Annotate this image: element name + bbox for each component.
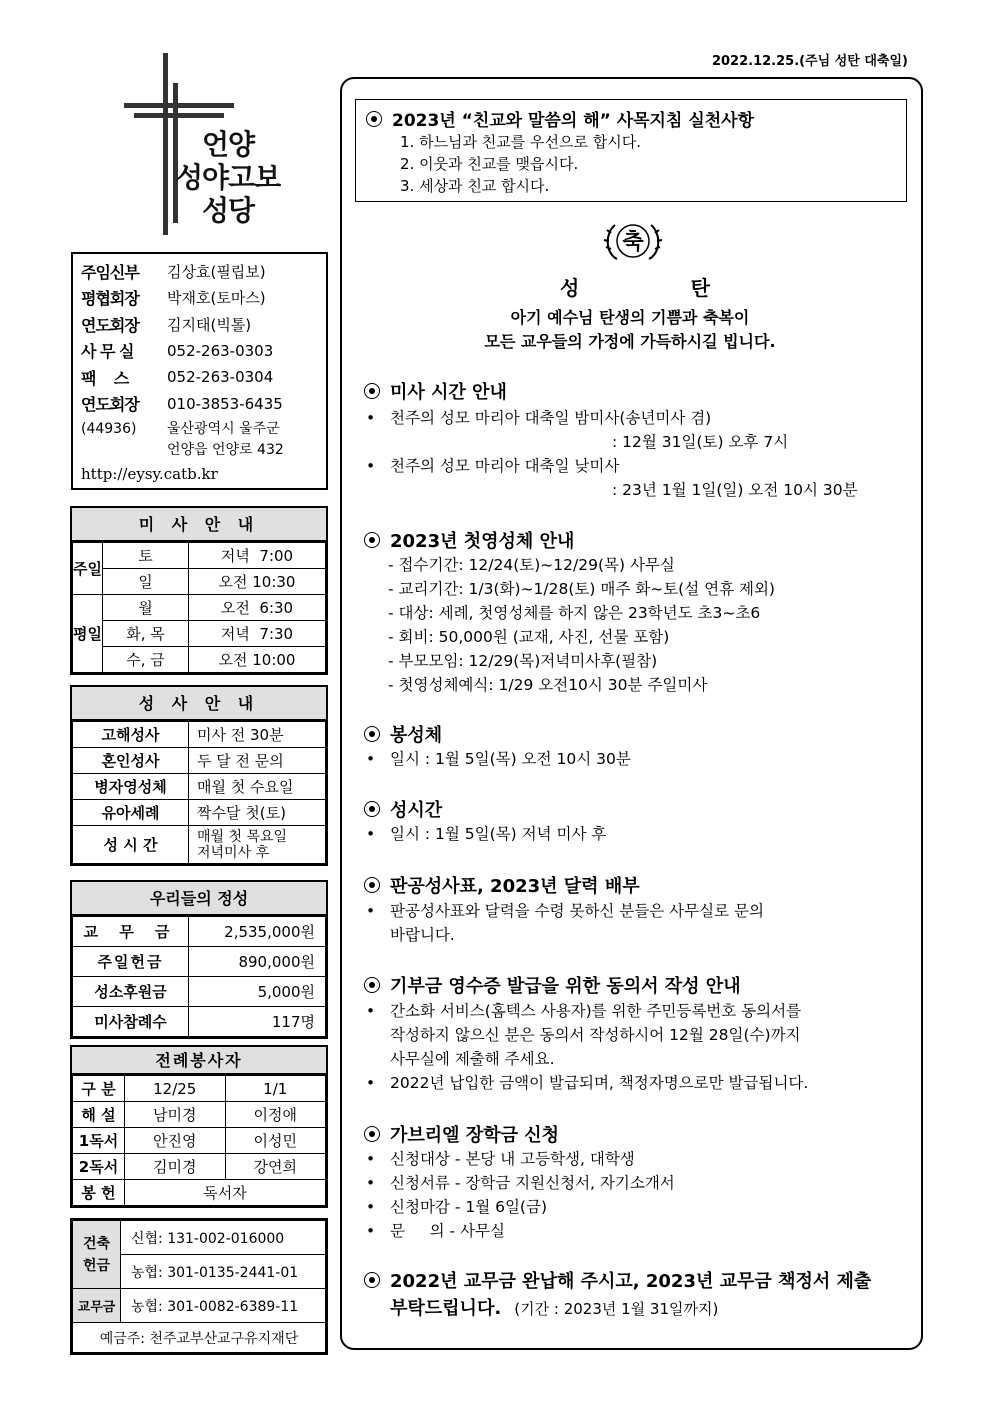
bank-account: 농협: 301-0135-2441-01	[121, 1255, 326, 1289]
server-name: 안진영	[125, 1128, 226, 1154]
info-value: 박재호(토마스)	[167, 289, 266, 308]
section-mass-time	[364, 378, 507, 404]
servers-header-label: 구 분	[73, 1076, 125, 1102]
communion-sick-list: • 일시 : 1월 5일(목) 오전 10시 30분	[366, 747, 631, 771]
info-value: 052-263-0303	[167, 341, 274, 360]
donation-list: • 간소화 서비스(홈텍스 사용자)를 위한 주민등록번호 동의서를 작성하지 않으신 분은 동의서 작성하시어 12월 28일(수)까지 사무실에 제출해 주세요. • 2022년 납입한 금액이 발급되며, 책정자명으로만 발급됩니다.	[366, 999, 808, 1095]
bank-accounts-table	[70, 1218, 328, 1355]
tithe-label: 교무금	[73, 1289, 121, 1323]
section-first-communion	[364, 527, 574, 553]
list-item: : 23년 1월 1일(일) 오전 10시 30분	[612, 481, 858, 499]
section-title: 기부금 영수증 발급을 위한 동의서 작성 안내	[390, 976, 741, 997]
offerings-title: 우리들의 정성	[72, 882, 326, 916]
info-label: 연도회장	[81, 315, 139, 335]
christmas-greeting	[380, 306, 880, 354]
building-fund-label: 건축헌금	[73, 1221, 121, 1289]
info-row	[81, 338, 318, 365]
list-item: 간소화 서비스(홈텍스 사용자)를 위한 주민등록번호 동의서를	[390, 1002, 802, 1020]
tithe-continued	[390, 1294, 718, 1320]
table-row	[73, 1221, 326, 1255]
address-line-2: 언양읍 언양로 432	[167, 442, 284, 458]
mass-time: 오전 10:00	[189, 647, 326, 673]
info-value: 052-263-0304	[167, 368, 274, 387]
emblem-text: 축	[622, 230, 644, 255]
calendar-list: • 판공성사표와 달력을 수령 못하신 분들은 사무실로 문의 바랍니다.	[366, 899, 764, 947]
info-label: 주임신부	[81, 262, 139, 282]
info-row	[81, 311, 318, 338]
list-item: : 12월 31일(토) 오후 7시	[612, 433, 789, 451]
parish-info-box	[71, 252, 328, 490]
table-row	[73, 722, 326, 748]
bullet-circle-icon	[366, 111, 382, 127]
server-name: 강연희	[225, 1154, 326, 1180]
section-tithe	[364, 1267, 871, 1293]
info-row	[81, 285, 318, 312]
sunday-label: 주일	[73, 543, 103, 595]
table-row	[73, 826, 326, 864]
christmas-title	[560, 272, 710, 301]
section-title: 가브리엘 장학금 신청	[390, 1125, 560, 1146]
info-row	[81, 391, 318, 418]
table-row	[73, 947, 326, 977]
scholarship-list: • 신청대상 - 본당 내 고등학생, 대학생 • 신청서류 - 장학금 지원신청서, 자기소개서 • 신청마감 - 1월 6일(금) • 문 의 - 사무실	[366, 1147, 675, 1243]
mass-time: 오전 10:30	[189, 569, 326, 595]
info-label: 연도회장	[81, 395, 139, 415]
section-communion-sick	[364, 721, 442, 747]
sacrament-name: 혼인성사	[73, 748, 189, 774]
table-row	[73, 774, 326, 800]
list-item-continued: 바랍니다.	[390, 926, 455, 944]
mass-day: 일	[103, 569, 189, 595]
mass-day: 화, 목	[103, 621, 189, 647]
mass-schedule-table	[70, 506, 328, 675]
info-value: 010-3853-6435	[167, 394, 283, 413]
section-title: 성시간	[390, 800, 443, 821]
pastoral-guide-box	[355, 99, 907, 202]
mass-time-list: • 천주의 성모 마리아 대축일 밤미사(송년미사 겸) : 12월 31일(토) 오후 7시 • 천주의 성모 마리아 대축일 낮미사 : 23년 1월 1일(일) 오전 10시 30분	[366, 406, 858, 502]
mass-day: 월	[103, 595, 189, 621]
server-role: 1독서	[73, 1128, 125, 1154]
offering-name: 교 무 금	[73, 917, 189, 947]
list-item: - 회비: 50,000원 (교재, 사진, 선물 포함)	[388, 628, 670, 646]
table-row	[73, 1323, 326, 1353]
offering-value: 2,535,000원	[189, 917, 326, 947]
info-row	[81, 364, 318, 391]
guide-item: 1. 하느님과 친교를 우선으로 합시다.	[400, 133, 642, 151]
sacrament-name: 성 시 간	[73, 826, 189, 864]
sacrament-value: 짝수달 첫(토)	[189, 800, 326, 826]
table-row	[73, 1180, 326, 1206]
info-label: 사 무 실	[81, 342, 134, 362]
bullet-circle-icon	[364, 532, 380, 548]
logo-line-2: 성야고보	[176, 161, 281, 194]
offering-name: 성소후원금	[73, 977, 189, 1007]
bullet-circle-icon	[364, 726, 380, 742]
server-name: 이정애	[225, 1102, 326, 1128]
sacrament-value: 미사 전 30분	[189, 722, 326, 748]
holy-hour-list: • 일시 : 1월 5일(목) 저녁 미사 후	[366, 822, 606, 846]
christmas-title-2: 탄	[690, 276, 710, 300]
guide-item: 2. 이웃과 친교를 맺읍시다.	[400, 155, 579, 173]
info-row	[81, 258, 318, 285]
servers-title: 전례봉사자	[72, 1047, 326, 1075]
guide-title	[366, 106, 896, 131]
bullet-circle-icon	[364, 801, 380, 817]
logo-line-3: 성당	[202, 194, 255, 227]
server-name: 이성민	[225, 1128, 326, 1154]
section-title: 2023년 첫영성체 안내	[390, 531, 575, 552]
liturgy-servers-table	[70, 1045, 328, 1208]
info-label: 평협회장	[81, 289, 139, 309]
logo-line-1: 언양	[202, 128, 255, 161]
server-role: 2독서	[73, 1154, 125, 1180]
first-communion-list	[366, 553, 775, 697]
sacrament-value: 두 달 전 문의	[189, 748, 326, 774]
sacrament-name: 유아세례	[73, 800, 189, 826]
list-item: 2022년 납입한 금액이 발급되며, 책정자명으로만 발급됩니다.	[390, 1074, 809, 1092]
mass-time: 저녁 7:30	[189, 621, 326, 647]
table-row	[73, 800, 326, 826]
mass-day: 토	[103, 543, 189, 569]
celebration-emblem-icon	[603, 219, 663, 263]
account-holder: 예금주: 천주교부산교구유지재단	[73, 1323, 326, 1353]
info-label: 팩 스	[81, 368, 129, 388]
section-title: 봉성체	[390, 725, 443, 746]
offering-name: 주일헌금	[73, 947, 189, 977]
sacraments-table	[70, 685, 328, 866]
website-link[interactable]: http://eysy.catb.kr	[81, 465, 218, 483]
offering-value: 117명	[189, 1007, 326, 1037]
zip-code: (44936)	[81, 421, 137, 437]
section-title: 2022년 교무금 완납해 주시고, 2023년 교무금 책정서 제출	[390, 1271, 872, 1292]
bullet-circle-icon	[364, 1272, 380, 1288]
section-calendar	[364, 872, 640, 898]
list-item: - 교리기간: 1/3(화)~1/28(토) 매주 화~토(설 연휴 제외)	[388, 580, 775, 598]
mass-time: 저녁 7:00	[189, 543, 326, 569]
list-item-continued: 사무실에 제출해 주세요.	[390, 1050, 555, 1068]
bank-account: 신협: 131-002-016000	[121, 1221, 326, 1255]
table-row	[73, 1076, 326, 1102]
offertory-value: 독서자	[125, 1180, 326, 1206]
offering-value: 5,000원	[189, 977, 326, 1007]
list-item-continued: 작성하지 않으신 분은 동의서 작성하시어 12월 28일(수)까지	[390, 1026, 801, 1044]
section-title: 판공성사표, 2023년 달력 배부	[390, 876, 640, 897]
table-row	[73, 748, 326, 774]
mass-day: 수, 금	[103, 647, 189, 673]
servers-date-2: 1/1	[225, 1076, 326, 1102]
bullet-circle-icon	[364, 977, 380, 993]
sacrament-name: 고해성사	[73, 722, 189, 748]
address-line-1: 울산광역시 울주군	[167, 421, 280, 437]
table-row	[73, 917, 326, 947]
offering-name: 미사참례수	[73, 1007, 189, 1037]
list-item: 천주의 성모 마리아 대축일 낮미사	[390, 457, 620, 475]
table-row	[73, 1289, 326, 1323]
weekday-label: 평일	[73, 595, 103, 673]
server-name: 남미경	[125, 1102, 226, 1128]
list-item: 신청서류 - 장학금 지원신청서, 자기소개서	[390, 1174, 675, 1192]
list-item: 신청대상 - 본당 내 고등학생, 대학생	[390, 1150, 635, 1168]
list-item: - 접수기간: 12/24(토)~12/29(목) 사무실	[388, 556, 675, 574]
section-donation-receipt	[364, 972, 741, 998]
bank-account: 농협: 301-0082-6389-11	[121, 1289, 326, 1323]
server-role: 봉 헌	[73, 1180, 125, 1206]
servers-date-1: 12/25	[125, 1076, 226, 1102]
sacrament-name: 병자영성체	[73, 774, 189, 800]
table-row	[73, 1154, 326, 1180]
list-item: 문 의 - 사무실	[390, 1222, 505, 1240]
list-item: - 대상: 세례, 첫영성체를 하지 않은 23학년도 초3~초6	[388, 604, 761, 622]
guide-title-text: 2023년 “친교와 말씀의 해” 사목지침 실천사항	[392, 111, 755, 131]
list-item: - 첫영성체예식: 1/29 오전10시 30분 주일미사	[388, 676, 708, 694]
list-item: - 부모모임: 12/29(목)저녁미사후(필참)	[388, 652, 658, 670]
tithe-note: (기간 : 2023년 1월 31일까지)	[514, 1300, 719, 1318]
bullet-circle-icon	[364, 383, 380, 399]
table-row	[73, 1007, 326, 1037]
offerings-table	[70, 880, 328, 1039]
sacrament-value: 매월 첫 수요일	[189, 774, 326, 800]
server-role: 해 설	[73, 1102, 125, 1128]
info-value: 김상효(필립보)	[167, 262, 266, 281]
bullet-circle-icon	[364, 1126, 380, 1142]
address	[81, 419, 318, 461]
table-row	[73, 1102, 326, 1128]
section-title: 미사 시간 안내	[390, 382, 507, 403]
greeting-line: 아기 예수님 탄생의 기쁨과 축복이	[510, 308, 750, 327]
mass-schedule-title: 미 사 안 내	[72, 508, 326, 542]
sacraments-title: 성 사 안 내	[72, 687, 326, 721]
section-holy-hour	[364, 796, 442, 822]
list-item: 일시 : 1월 5일(목) 저녁 미사 후	[390, 825, 607, 843]
list-item: 천주의 성모 마리아 대축일 밤미사(송년미사 겸)	[390, 409, 712, 427]
table-row	[73, 1128, 326, 1154]
sacrament-value: 매월 첫 목요일 저녁미사 후	[189, 826, 326, 864]
server-name: 김미경	[125, 1154, 226, 1180]
offering-value: 890,000원	[189, 947, 326, 977]
christmas-title-1: 성	[560, 276, 580, 300]
greeting-line: 모든 교우들의 가정에 가득하시길 빕니다.	[484, 332, 776, 351]
tithe-line-2: 부탁드립니다.	[390, 1298, 502, 1319]
mass-time: 오전 6:30	[189, 595, 326, 621]
bullet-circle-icon	[364, 877, 380, 893]
list-item: 판공성사표와 달력을 수령 못하신 분들은 사무실로 문의	[390, 902, 764, 920]
bulletin-date: 2022.12.25.(주님 성탄 대축일)	[711, 54, 908, 69]
table-row	[73, 977, 326, 1007]
guide-item: 3. 세상과 친교 합시다.	[400, 177, 550, 195]
list-item: 일시 : 1월 5일(목) 오전 10시 30분	[390, 750, 631, 768]
info-value: 김지태(빅톨)	[167, 315, 252, 334]
list-item: 신청마감 - 1월 6일(금)	[390, 1198, 548, 1216]
section-scholarship	[364, 1121, 559, 1147]
parish-logo-text	[176, 128, 280, 227]
